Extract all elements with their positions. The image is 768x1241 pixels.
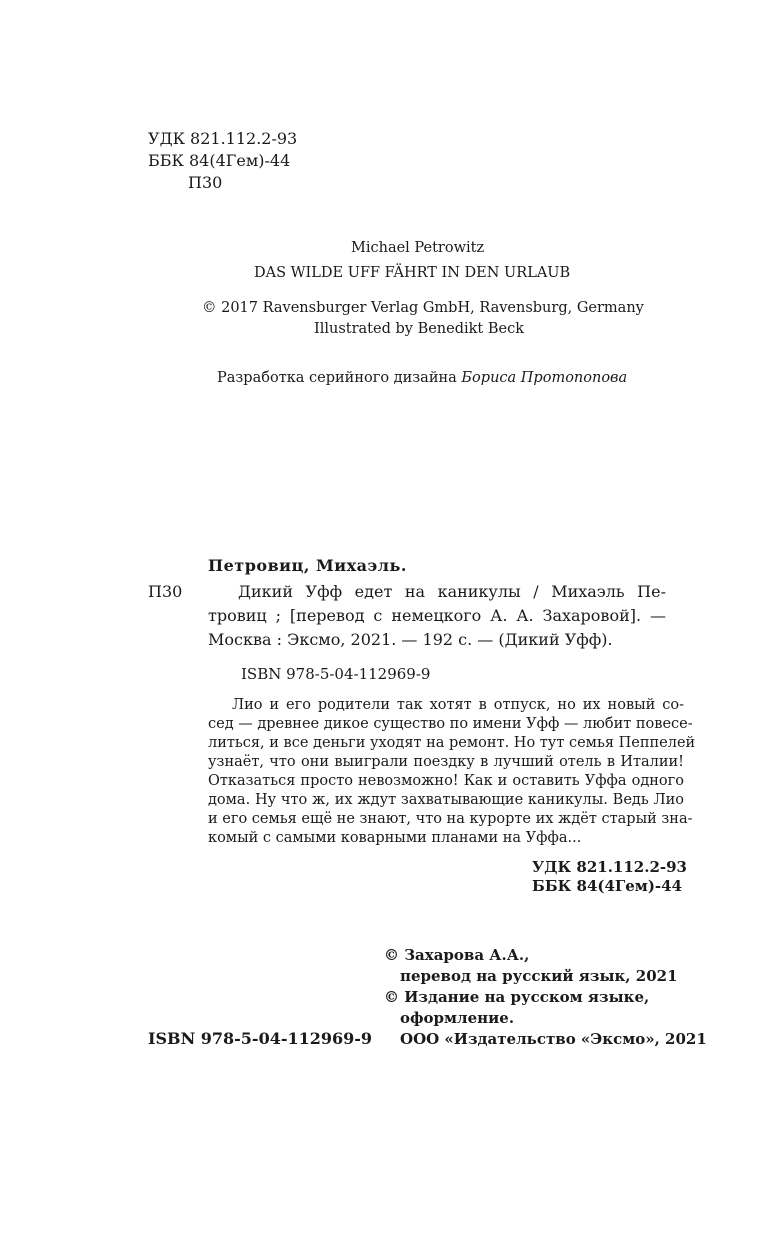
annotation-line: узнаёт, что они выиграли поездку в лучший отель в Италии!: [208, 754, 684, 770]
original-copyright: © 2017 Ravensburger Verlag GmbH, Ravensburg, Germany: [202, 300, 644, 316]
catalog-author-mark: П30: [148, 582, 183, 601]
catalog-heading: Петровиц, Михаэль.: [208, 556, 407, 575]
original-title: DAS WILDE UFF FÄHRT IN DEN URLAUB: [254, 265, 571, 281]
rights-line: ООО «Издательство «Эксмо», 2021: [400, 1030, 707, 1048]
design-credit-name: Бориса Протопопова: [461, 370, 628, 386]
catalog-udk: УДК 821.112.2-93: [532, 858, 687, 876]
top-author-mark: П30: [188, 173, 223, 192]
design-credit-label: Разработка серийного дизайна: [217, 370, 457, 386]
rights-line: © Захарова А.А.,: [384, 946, 530, 964]
annotation-line: литься, и все деньги уходят на ремонт. Но тут семья Пеппелей: [208, 735, 696, 751]
catalog-bbk: ББК 84(4Гем)-44: [532, 877, 683, 895]
catalog-line: Дикий Уфф едет на каникулы / Михаэль Пе-: [238, 582, 666, 601]
annotation-line: сед — древнее дикое существо по имени Уфф — любит повесе-: [208, 716, 693, 732]
annotation-line: и его семья ещё не знают, что на курорте их ждёт старый зна-: [208, 811, 693, 827]
original-illustrator: Illustrated by Benedikt Beck: [314, 321, 525, 337]
top-udk: УДК 821.112.2-93: [148, 129, 298, 148]
top-bbk: ББК 84(4Гем)-44: [148, 151, 291, 170]
annotation-line: комый с самыми коварными планами на Уффа...: [208, 830, 582, 846]
rights-line: оформление.: [400, 1009, 515, 1027]
rights-line: © Издание на русском языке,: [384, 988, 650, 1006]
annotation-line: Отказаться просто невозможно! Как и оставить Уффа одного: [208, 773, 684, 789]
catalog-line: тровиц ; [перевод с немецкого А. А. Захаровой]. —: [208, 606, 666, 625]
catalog-line: Москва : Эксмо, 2021. — 192 с. — (Дикий Уфф).: [208, 630, 613, 649]
rights-line: перевод на русский язык, 2021: [400, 967, 678, 985]
original-author: Michael Petrowitz: [351, 240, 485, 256]
design-credit: [217, 370, 627, 386]
annotation-line: дома. Ну что ж, их ждут захватывающие каникулы. Ведь Лио: [208, 792, 684, 808]
bottom-isbn: ISBN 978-5-04-112969-9: [148, 1029, 373, 1048]
annotation-line: Лио и его родители так хотят в отпуск, но их новый со-: [232, 697, 684, 713]
catalog-isbn: ISBN 978-5-04-112969-9: [241, 665, 431, 683]
